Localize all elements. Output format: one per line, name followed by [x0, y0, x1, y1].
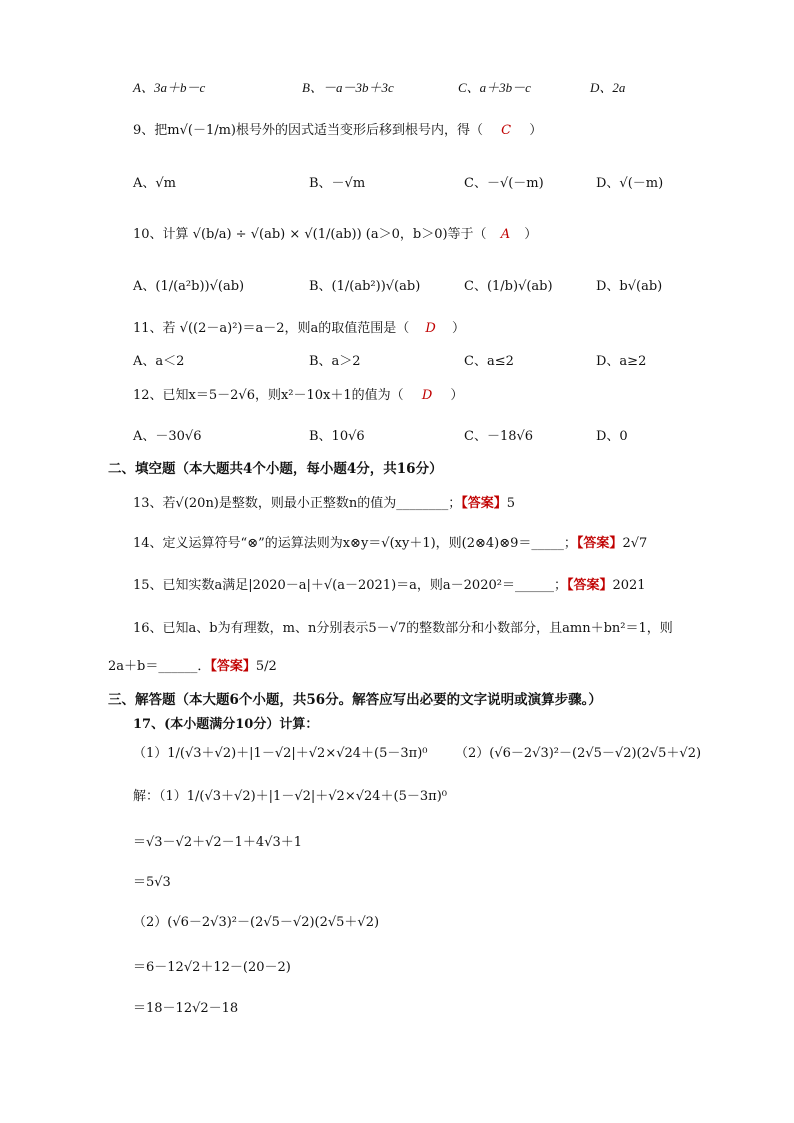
section-3-title: 三、解答题（本大题6个小题，共56分。解答应写出必要的文字说明或演算步骤。） [108, 692, 602, 708]
q11-option-b: B、a＞2 [309, 354, 361, 369]
q16-answer-tag: 【答案】 [210, 659, 256, 674]
q15-answer-tag: 【答案】 [566, 578, 613, 593]
q11-close: ） [451, 321, 465, 336]
q14-text: 14、定义运算符号“⊗”的运算法则为x⊗y＝√(xy＋1)，则(2⊗4)⊗9＝_____； [133, 536, 577, 551]
q9-stem-line [133, 124, 542, 137]
q12-option-d: D、0 [596, 429, 628, 444]
q9-option-b: B、－√m [309, 176, 366, 191]
q17-solution-2-label: （2）(√6－2√3)²－(2√5－√2)(2√5＋√2) [133, 915, 380, 930]
q11-stem: 11、若 √((2－a)²)＝a－2，则a的取值范围是（ [133, 321, 410, 336]
q17-title: 17、(本小题满分10分）计算： [133, 717, 319, 732]
q12-option-c: C、－18√6 [464, 429, 534, 444]
q17-step-2: ＝5√3 [133, 875, 171, 890]
q9-option-a: A、√m [133, 176, 176, 191]
q10-option-c: C、(1/b)√(ab) [464, 279, 553, 294]
q8-option-d: D、2a [590, 80, 626, 95]
q11-option-d: D、a≥2 [596, 354, 647, 369]
q11-option-c: C、a≤2 [464, 354, 514, 369]
q10-option-a: A、(1/(a²b))√(ab) [133, 279, 245, 294]
q12-answer: D [421, 388, 433, 403]
q17-part-1: （1）1/(√3＋√2)＋|1－√2|＋√2×√24＋(5－3π)⁰ [133, 746, 428, 761]
q8-option-b: B、－a－3b＋3c [302, 80, 394, 95]
q12-close: ） [450, 388, 464, 403]
q12-stem-line [133, 389, 463, 402]
q13-line [133, 497, 515, 510]
q14-answer: 2√7 [622, 536, 648, 551]
q14-answer-tag: 【答案】 [576, 536, 623, 551]
q16-text: 2a＋b＝______． [108, 659, 211, 674]
q17-solution-1-label: 解：（1）1/(√3＋√2)＋|1－√2|＋√2×√24＋(5－3π)⁰ [133, 789, 447, 804]
q9-answer: C [501, 123, 512, 138]
q9-option-c: C、－√(－m) [464, 176, 544, 191]
q16-line-1: 16、已知a、b为有理数，m、n分别表示5－√7的整数部分和小数部分，且amn＋bn²＝1，则 [133, 621, 673, 636]
q10-answer: A [500, 227, 511, 242]
q11-stem-line [133, 322, 465, 335]
q17-step-3: ＝6－12√2＋12－(20－2) [133, 960, 291, 975]
q8-option-a: A、3a＋b－c [133, 80, 206, 95]
q15-text: 15、已知实数a满足|2020－a|＋√(a－2021)＝a，则a－2020²＝______； [133, 578, 567, 593]
q11-answer: D [425, 321, 436, 336]
q16-answer: 5/2 [255, 659, 277, 674]
q10-option-d: D、b√(ab) [596, 279, 663, 294]
q16-line-2 [108, 660, 277, 673]
q15-line [133, 579, 646, 592]
q17-step-1: ＝√3－√2＋√2－1＋4√3＋1 [133, 835, 303, 850]
q13-answer-tag: 【答案】 [461, 496, 507, 511]
q11-option-a: A、a＜2 [133, 354, 185, 369]
q13-answer: 5 [506, 496, 516, 511]
q9-stem: 9、把m√(－1/m)根号外的因式适当变形后移到根号内，得（ [133, 123, 484, 138]
q17-part-2: （2）(√6－2√3)²－(2√5－√2)(2√5＋√2) [455, 746, 702, 761]
q9-option-d: D、√(－m) [596, 176, 664, 191]
q10-stem-line [133, 228, 537, 241]
q12-option-a: A、－30√6 [133, 429, 202, 444]
q17-step-4: ＝18－12√2－18 [133, 1001, 239, 1016]
q9-close: ） [529, 123, 543, 138]
q12-stem: 12、已知x＝5－2√6，则x²－10x＋1的值为（ [133, 388, 404, 403]
q13-text: 13、若√(20n)是整数，则最小正整数n的值为________； [133, 496, 462, 511]
q8-option-c: C、a＋3b－c [458, 80, 531, 95]
q14-line [133, 537, 647, 550]
q10-stem: 10、计算 √(b/a) ÷ √(ab) × √(1/(ab)) (a＞0，b＞0)等于（ [133, 227, 487, 242]
section-2-title: 二、填空题（本大题共4个小题，每小题4分，共16分） [108, 461, 443, 477]
q10-option-b: B、(1/(ab²))√(ab) [309, 279, 421, 294]
q10-close: ） [524, 227, 538, 242]
q12-option-b: B、10√6 [309, 429, 365, 444]
q15-answer: 2021 [612, 578, 646, 593]
